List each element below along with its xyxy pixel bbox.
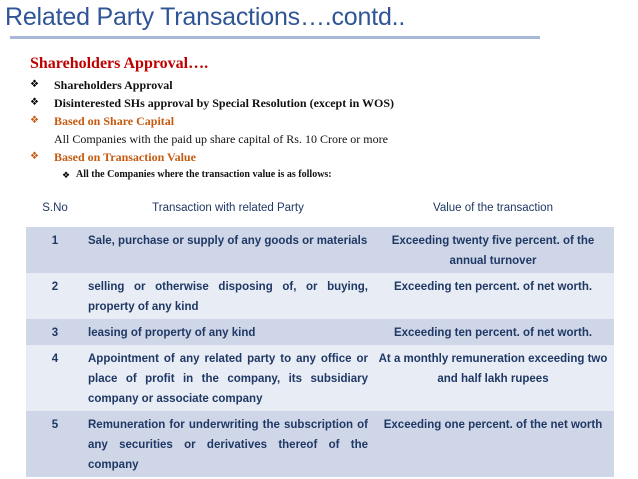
cell-sno: 5 (26, 411, 84, 477)
title-underline (10, 36, 540, 39)
table-row (26, 411, 614, 477)
diamond-bullet-icon: ❖ (30, 115, 39, 126)
diamond-bullet-icon: ❖ (62, 170, 71, 180)
cell-value: Exceeding twenty five percent. of the annual turnover (372, 226, 614, 273)
bullet-text: Shareholders Approval (54, 78, 173, 92)
cell-sno: 4 (26, 345, 84, 411)
cell-value: Exceeding one percent. of the net worth (372, 411, 614, 477)
cell-transaction: leasing of property of any kind (84, 319, 372, 345)
cell-sno: 3 (26, 319, 84, 345)
table-row (26, 226, 614, 273)
table-row (26, 345, 614, 411)
rpt-threshold-table (26, 191, 614, 477)
cell-transaction: Sale, purchase or supply of any goods or materials (84, 226, 372, 273)
bullet-list (30, 76, 630, 182)
cell-value: Exceeding ten percent. of net worth. (372, 319, 614, 345)
cell-transaction: selling or otherwise disposing of, or buying, property of any kind (84, 273, 372, 319)
bullet-continuation (30, 130, 630, 148)
column-header-value: Value of the transaction (372, 191, 614, 226)
bullet-item (30, 112, 630, 130)
table-row (26, 273, 614, 319)
cell-sno: 1 (26, 226, 84, 273)
bullet-text: Disinterested SHs approval by Special Resolution (except in WOS) (54, 96, 395, 110)
bullet-text: Based on Transaction Value (54, 150, 196, 164)
column-header-sno: S.No (26, 191, 84, 226)
bullet-item (30, 76, 630, 94)
diamond-bullet-icon: ❖ (30, 97, 39, 108)
cell-value: Exceeding ten percent. of net worth. (372, 273, 614, 319)
cell-transaction: Appointment of any related party to any office or place of profit in the company, its subsidiary company or associate company (84, 345, 372, 411)
sub-bullet-item (30, 166, 630, 182)
bullet-item (30, 94, 630, 112)
diamond-bullet-icon: ❖ (30, 151, 39, 162)
cell-sno: 2 (26, 273, 84, 319)
slide-title: Related Party Transactions….contd.. (5, 3, 406, 31)
column-header-transaction: Transaction with related Party (84, 191, 372, 226)
bullet-text: All Companies with the paid up share capital of Rs. 10 Crore or more (54, 132, 388, 146)
bullet-text: Based on Share Capital (54, 114, 175, 128)
cell-transaction: Remuneration for underwriting the subscription of any securities or derivatives thereof of the company (84, 411, 372, 477)
bullet-text: All the Companies where the transaction value is as follows: (76, 169, 332, 180)
table-header-row (26, 191, 614, 226)
section-subtitle: Shareholders Approval…. (30, 55, 209, 72)
table-row (26, 319, 614, 345)
bullet-item (30, 148, 630, 166)
cell-value: At a monthly remuneration exceeding two and half lakh rupees (372, 345, 614, 411)
diamond-bullet-icon: ❖ (30, 79, 39, 90)
